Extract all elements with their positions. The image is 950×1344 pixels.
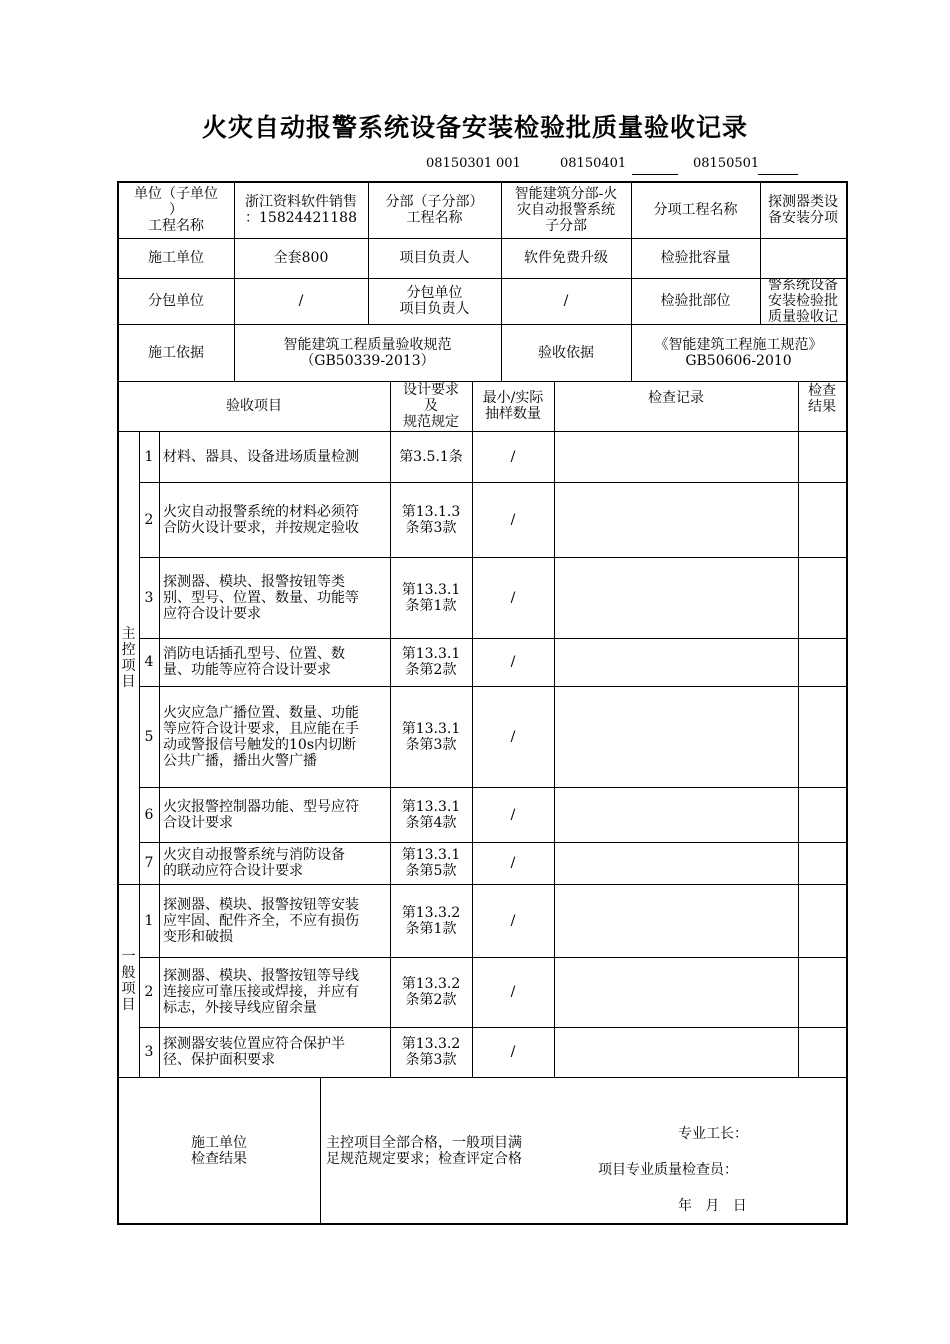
item-no: 3 bbox=[144, 589, 154, 606]
item-clause: 第13.3.2 条第1款 bbox=[401, 904, 461, 937]
unit-label: 单位（子单位 ） 工程名称 bbox=[134, 186, 218, 234]
item-sample: / bbox=[510, 654, 516, 670]
item-result bbox=[798, 482, 846, 557]
col-sample: 最小/实际 抽样数量 bbox=[482, 390, 544, 422]
item-sample: / bbox=[510, 984, 516, 1000]
item-text: 火灾自动报警系统的材料必须符 合防火设计要求，并按规定验收 bbox=[163, 503, 359, 536]
item-result bbox=[798, 431, 846, 482]
capacity-value bbox=[760, 238, 846, 278]
code-1-suffix: 001 bbox=[496, 156, 521, 171]
item-text: 火灾自动报警系统与消防设备 的联动应符合设计要求 bbox=[163, 847, 345, 879]
item-result bbox=[798, 557, 846, 638]
sub-label: 分包单位 bbox=[148, 293, 204, 309]
item-clause: 第13.3.1 条第1款 bbox=[401, 581, 461, 614]
item-sample: / bbox=[510, 855, 516, 871]
code-3: 08150501 bbox=[693, 156, 760, 171]
item-result bbox=[798, 638, 846, 686]
contractor-value: 全套800 bbox=[273, 250, 329, 266]
part-label: 检验批部位 bbox=[660, 293, 731, 309]
item-sample: / bbox=[510, 728, 516, 745]
unit-value: 浙江资料软件销售 ：15824421188 bbox=[245, 194, 357, 226]
division-label: 分部（子分部） 工程名称 bbox=[385, 194, 484, 226]
grid-line bbox=[846, 181, 848, 1225]
item-result bbox=[798, 787, 846, 842]
subitem-value: 探测器类设 备安装分项 bbox=[768, 194, 838, 226]
item-no: 7 bbox=[144, 855, 154, 871]
code-2-blank bbox=[632, 174, 678, 175]
item-record bbox=[554, 686, 798, 787]
basis-label: 施工依据 bbox=[148, 344, 204, 361]
date-label: 年 月 日 bbox=[678, 1198, 747, 1214]
item-record bbox=[554, 842, 798, 884]
accept-value: 《智能建筑工程施工规范》 GB50606-2010 bbox=[654, 336, 823, 369]
item-result bbox=[798, 842, 846, 884]
item-sample: / bbox=[510, 806, 516, 823]
general-group-label: 一 般 项 目 bbox=[121, 948, 136, 1013]
item-clause: 第13.3.1 条第3款 bbox=[401, 720, 461, 753]
sub-pm-value: / bbox=[563, 293, 569, 309]
item-result bbox=[798, 957, 846, 1027]
item-text: 探测器、模块、报警按钮等类 别、型号、位置、数量、功能等 应符合设计要求 bbox=[163, 573, 359, 622]
item-record bbox=[554, 787, 798, 842]
item-record bbox=[554, 431, 798, 482]
item-no: 1 bbox=[144, 448, 154, 465]
item-sample: / bbox=[510, 511, 516, 528]
main-group-label: 主 控 项 目 bbox=[121, 625, 136, 690]
item-no: 1 bbox=[144, 912, 154, 929]
code-3-blank bbox=[758, 174, 798, 175]
item-record bbox=[554, 557, 798, 638]
item-clause: 第13.1.3 条第3款 bbox=[401, 503, 461, 536]
inspector-label: 项目专业质量检查员： bbox=[598, 1162, 738, 1178]
item-text: 探测器安装位置应符合保护半 径、保护面积要求 bbox=[163, 1036, 345, 1068]
check-result-label: 施工单位 检查结果 bbox=[191, 1134, 247, 1167]
form-title: 火灾自动报警系统设备安装检验批质量验收记录 bbox=[201, 113, 748, 142]
accept-label: 验收依据 bbox=[538, 344, 594, 361]
foreman-label: 专业工长： bbox=[678, 1126, 748, 1142]
sub-pm-label: 分包单位 项目负责人 bbox=[399, 285, 470, 317]
item-result bbox=[798, 686, 846, 787]
grid-line bbox=[320, 1077, 321, 1223]
item-text: 探测器、模块、报警按钮等安装 应牢固、配件齐全，不应有损伤 变形和破损 bbox=[163, 896, 359, 945]
item-no: 4 bbox=[144, 654, 154, 670]
capacity-label: 检验批容量 bbox=[660, 250, 731, 266]
item-record bbox=[554, 884, 798, 957]
col-record: 检查记录 bbox=[648, 390, 704, 406]
item-clause: 第13.3.1 条第5款 bbox=[401, 847, 461, 879]
item-clause: 第13.3.1 条第4款 bbox=[401, 798, 461, 831]
col-design: 设计要求 及 规范规定 bbox=[403, 382, 459, 430]
code-2: 08150401 bbox=[560, 156, 627, 171]
item-record bbox=[554, 638, 798, 686]
item-no: 2 bbox=[144, 511, 154, 528]
item-text: 火灾应急广播位置、数量、功能 等应符合设计要求，且应能在手 动或警报信号触发的10s内切断 公共广播，播出火警广播 bbox=[163, 704, 359, 769]
item-text: 火灾报警控制器功能、型号应符 合设计要求 bbox=[163, 798, 359, 831]
item-result bbox=[798, 884, 846, 957]
item-sample: / bbox=[510, 589, 516, 606]
item-result bbox=[798, 1027, 846, 1077]
item-text: 材料、器具、设备进场质量检测 bbox=[163, 448, 359, 465]
pm-label: 项目负责人 bbox=[399, 250, 470, 266]
basis-value: 智能建筑工程质量验收规范 （GB50339-2013） bbox=[283, 336, 452, 369]
item-clause: 第3.5.1条 bbox=[399, 448, 463, 465]
col-item: 验收项目 bbox=[226, 398, 282, 414]
item-sample: / bbox=[510, 912, 516, 929]
subitem-label: 分项工程名称 bbox=[653, 202, 738, 218]
item-clause: 第13.3.2 条第3款 bbox=[401, 1036, 461, 1068]
pm-value: 软件免费升级 bbox=[524, 250, 608, 266]
item-no: 6 bbox=[144, 806, 154, 823]
item-clause: 第13.3.2 条第2款 bbox=[401, 976, 461, 1008]
item-record bbox=[554, 482, 798, 557]
part-value: 警系统设备 安装检验批 质量验收记 bbox=[768, 278, 838, 324]
item-sample: / bbox=[510, 448, 516, 465]
item-text: 消防电话插孔型号、位置、数 量、功能等应符合设计要求 bbox=[163, 646, 345, 678]
col-result: 检查 结果 bbox=[808, 383, 836, 415]
item-sample: / bbox=[510, 1044, 516, 1060]
item-no: 5 bbox=[144, 728, 154, 745]
contractor-label: 施工单位 bbox=[148, 250, 204, 266]
check-result-text: 主控项目全部合格，一般项目满 足规范规定要求；检查评定合格 bbox=[326, 1135, 522, 1167]
code-1: 08150301 bbox=[426, 156, 493, 171]
item-record bbox=[554, 957, 798, 1027]
item-record bbox=[554, 1027, 798, 1077]
item-clause: 第13.3.1 条第2款 bbox=[401, 646, 461, 678]
division-value: 智能建筑分部-火 灾自动报警系统 子分部 bbox=[514, 186, 618, 234]
sub-value: / bbox=[298, 293, 304, 309]
item-no: 3 bbox=[144, 1044, 154, 1060]
item-text: 探测器、模块、报警按钮等导线 连接应可靠压接或焊接，并应有 标志，外接导线应留余量 bbox=[163, 968, 359, 1016]
item-no: 2 bbox=[144, 984, 154, 1000]
